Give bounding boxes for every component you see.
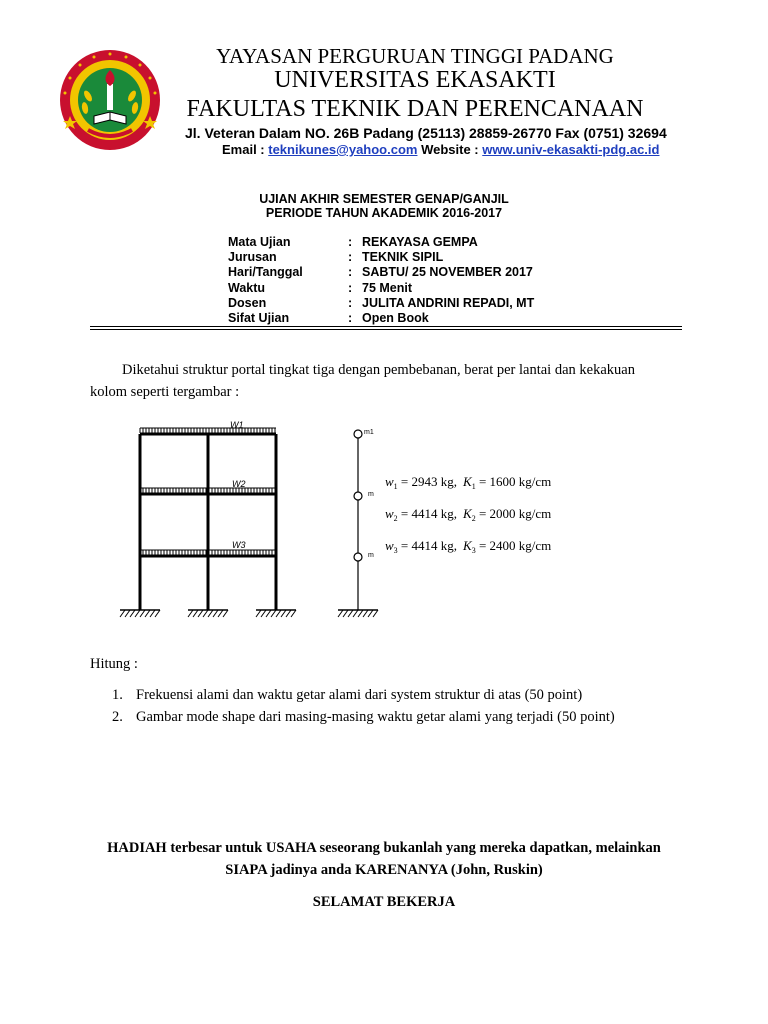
divider-line xyxy=(90,329,682,330)
tasks-heading: Hitung : xyxy=(90,656,138,672)
support-hatch xyxy=(193,610,198,617)
intro-text: Diketahui struktur portal tingkat tiga dengan pembebanan, berat per lantai dan kekakuan xyxy=(122,362,635,378)
info-label: Hari/Tanggal xyxy=(228,265,303,280)
website-label: Website : xyxy=(417,142,483,157)
motivational-quote-continued: SIAPA jadinya anda KARENANYA (John, Ruskin) xyxy=(225,862,543,878)
contact-line xyxy=(222,142,659,157)
foundation-name: YAYASAN PERGURUAN TINGGI PADANG xyxy=(216,44,614,68)
info-colon: : xyxy=(348,235,353,249)
task-number: 2. xyxy=(112,709,123,725)
support-hatch xyxy=(363,610,368,617)
support-hatch xyxy=(198,610,203,617)
equation-floor-1: $w_1 = 2943$ kg, $K_1 = 1600$ kg/cm xyxy=(385,474,552,491)
support-hatch xyxy=(213,610,218,617)
info-colon: : xyxy=(348,310,353,325)
support-hatch xyxy=(353,610,358,617)
info-value: Open Book xyxy=(362,310,429,325)
support-hatch xyxy=(150,610,155,617)
info-colon: : xyxy=(348,250,353,265)
intro-text-continued: kolom seperti tergambar : xyxy=(90,384,240,400)
support-hatch xyxy=(145,610,150,617)
support-hatch xyxy=(358,610,363,617)
support-hatch xyxy=(338,610,343,617)
motivational-quote: HADIAH terbesar untuk USAHA seseorang bukanlah yang mereka dapatkan, melainkan xyxy=(107,840,661,856)
support-hatch xyxy=(203,610,208,617)
support-hatch xyxy=(135,610,140,617)
support-hatch xyxy=(130,610,135,617)
closing-text: SELAMAT BEKERJA xyxy=(312,894,456,910)
email-link[interactable]: teknikunes@yahoo.com xyxy=(268,142,418,157)
mass-label-m2: m xyxy=(368,491,374,498)
task-text: Frekuensi alami dan waktu getar alami dari system struktur di atas (50 point) xyxy=(136,687,583,703)
info-label: Sifat Ujian xyxy=(228,310,290,325)
info-label: Waktu xyxy=(228,280,266,295)
support-hatch xyxy=(140,610,145,617)
task-item xyxy=(112,709,615,726)
equation-floor-3: $w_3 = 4414$ kg, $K_3 = 2400$ kg/cm xyxy=(385,538,552,555)
info-colon: : xyxy=(348,265,353,280)
task-item xyxy=(112,687,582,704)
support-hatch xyxy=(271,610,276,617)
website-link[interactable]: www.univ-ekasakti-pdg.ac.id xyxy=(482,142,660,157)
load-label-w1: W1 xyxy=(230,420,244,430)
support-hatch xyxy=(343,610,348,617)
info-label: Mata Ujian xyxy=(228,235,291,249)
support-hatch xyxy=(261,610,266,617)
mass-node xyxy=(354,492,362,500)
university-name: UNIVERSITAS EKASAKTI xyxy=(274,67,556,93)
faculty-name: FAKULTAS TEKNIK DAN PERENCANAAN xyxy=(186,96,644,122)
info-value: REKAYASA GEMPA xyxy=(362,235,478,249)
address-line: Jl. Veteran Dalam NO. 26B Padang (25113) 28859-26770 Fax (0751) 32694 xyxy=(185,125,667,141)
info-value: JULITA ANDRINI REPADI, MT xyxy=(362,295,535,310)
mass-node xyxy=(354,553,362,561)
support-hatch xyxy=(218,610,223,617)
support-hatch xyxy=(223,610,228,617)
exam-title: UJIAN AKHIR SEMESTER GENAP/GANJIL xyxy=(259,192,509,206)
support-hatch xyxy=(125,610,130,617)
info-colon: : xyxy=(348,295,353,310)
support-hatch xyxy=(256,610,261,617)
support-hatch xyxy=(286,610,291,617)
university-logo xyxy=(58,46,162,154)
equation-floor-2: $w_2 = 4414$ kg, $K_2 = 2000$ kg/cm xyxy=(385,506,552,523)
task-number: 1. xyxy=(112,687,123,703)
support-hatch xyxy=(291,610,296,617)
load-label-w3: W3 xyxy=(232,540,246,550)
exam-period: PERIODE TAHUN AKADEMIK 2016-2017 xyxy=(265,206,503,220)
info-label: Jurusan xyxy=(228,250,277,265)
support-hatch xyxy=(266,610,271,617)
support-hatch xyxy=(188,610,193,617)
mass-label-m3: m xyxy=(368,552,374,559)
divider-line xyxy=(90,326,682,327)
email-label: Email : xyxy=(222,142,269,157)
lumped-mass-model xyxy=(338,430,378,617)
support-hatch xyxy=(348,610,353,617)
info-label: Dosen xyxy=(228,295,267,310)
mass-label-m1: m1 xyxy=(364,429,374,436)
load-label-w2: W2 xyxy=(232,479,246,489)
mass-node xyxy=(354,430,362,438)
support-hatch xyxy=(373,610,378,617)
support-hatch xyxy=(120,610,125,617)
support-hatch xyxy=(208,610,213,617)
portal-frame xyxy=(120,428,296,617)
support-hatch xyxy=(281,610,286,617)
support-hatch xyxy=(368,610,373,617)
info-value: SABTU/ 25 NOVEMBER 2017 xyxy=(362,265,533,280)
support-hatch xyxy=(155,610,160,617)
support-hatch xyxy=(276,610,281,617)
structure-figure xyxy=(108,412,608,632)
info-value: TEKNIK SIPIL xyxy=(362,250,444,265)
task-text: Gambar mode shape dari masing-masing waktu getar alami yang terjadi (50 point) xyxy=(136,709,615,725)
info-value: 75 Menit xyxy=(362,280,413,295)
info-colon: : xyxy=(348,280,353,295)
